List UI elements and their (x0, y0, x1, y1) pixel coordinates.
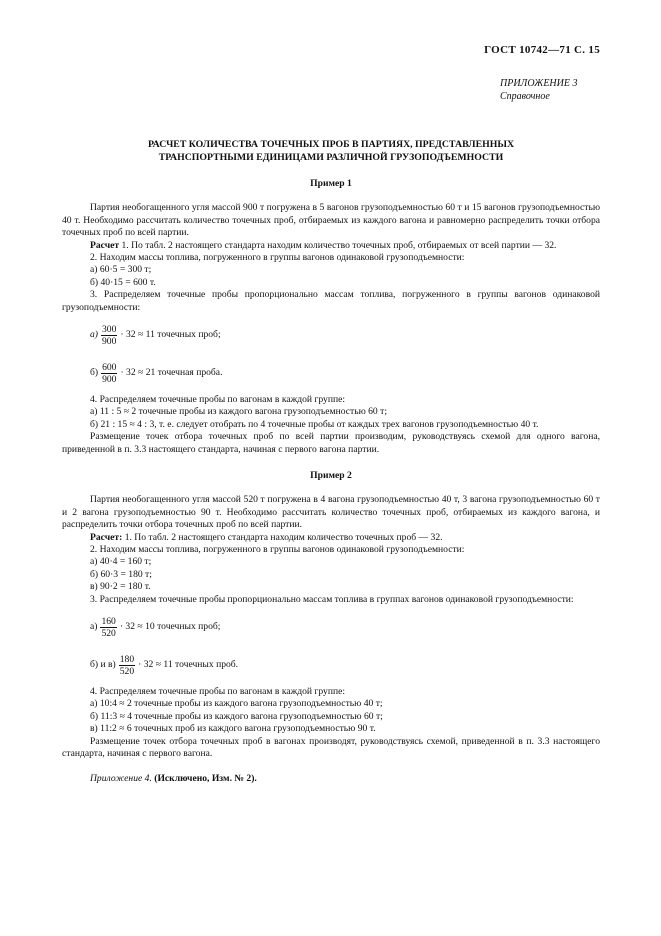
example-2-formula-a: а) $\frac{160}{520}$ · 32 ≈ 10 точечных проб; (90, 615, 221, 639)
example-1-step-4: 4. Распределяем точечные пробы по вагонам в каждой группе: (90, 394, 346, 406)
example-2-heading: Пример 2 (310, 470, 352, 481)
page-header: ГОСТ 10742—71 С. 15 (484, 44, 600, 56)
appendix-4-note: Приложение 4. (Исключено, Изм. № 2). (90, 772, 257, 784)
example-2-step-1: Расчет: 1. По табл. 2 настоящего стандарта находим количество точечных проб — 32. (90, 531, 443, 543)
example-2-step-3: 3. Распределяем точечные пробы пропорционально массам топлива в группах вагонов одинаковой грузоподъемности: (90, 593, 574, 605)
title-line-2: ТРАНСПОРТНЫМИ ЕДИНИЦАМИ РАЗЛИЧНОЙ ГРУЗОПОДЪЕМНОСТИ (158, 151, 504, 163)
title-line-1: РАСЧЕТ КОЛИЧЕСТВА ТОЧЕЧНЫХ ПРОБ В ПАРТИЯХ, ПРЕДСТАВЛЕННЫХ (147, 139, 515, 150)
fraction: $\frac{600}{900}$ (102, 361, 117, 385)
example-1-placement: Размещение точек отбора точечных проб по всей партии производим, руководствуясь схемой для одного вагона, приведенной в п. 3.3 настоящего стандарта, начиная с первого вагона партии. (62, 431, 600, 455)
example-1-intro: Партия необогащенного угля массой 900 т погружена в 5 вагонов грузоподъемностью 60 т и 15 вагонов грузоподъемностью 40 т. Необходимо рассчитать количество точечных проб, отбираемых из каждого вагона и равномерно распределить точки отбора точечных проб по всей партии. (62, 202, 600, 239)
example-2-intro: Партия необогащенного угля массой 520 т погружена в 4 вагона грузоподъемностью 40 т, 3 вагона грузоподъемностью 60 т и 2 вагона грузоподъемностью 90 т. Необходимо рассчитать количество точечных проб, отбираемых из каждого вагона, и распределить точки отбора точечных проб по всей партии. (62, 494, 600, 531)
fraction: $\frac{180}{520}$ (119, 653, 135, 677)
example-2-step-2c: в) 90·2 = 180 т. (90, 581, 151, 593)
example-2-step-2: 2. Находим массы топлива, погруженного в группы вагонов одинаковой грузоподъемности: (90, 544, 465, 556)
example-1-step-2: 2. Находим массы топлива, погруженного в группы вагонов одинаковой грузоподъемности: (90, 252, 465, 264)
example-1-formula-b: б) $\frac{600}{900}$ · 32 ≈ 21 точечная проба. (90, 361, 223, 385)
example-2-step-4c: в) 11:2 ≈ 6 точечных проб из каждого вагона грузоподъемностью 90 т. (90, 723, 376, 735)
example-2-step-4b: б) 11:3 ≈ 4 точечные пробы из каждого вагона грузоподъемностью 60 т; (90, 710, 383, 722)
example-2-step-4a: а) 10:4 ≈ 2 точечные пробы из каждого вагона грузоподъемностью 40 т; (90, 698, 383, 710)
example-2-placement: Размещение точек отбора точечных проб в вагонах производят, руководствуясь схемой, приведенной в п. 3.3 настоящего стандарта, начиная с первого вагона. (62, 735, 600, 760)
example-2-step-2a: а) 40·4 = 160 т; (90, 556, 152, 568)
example-2-formula-bc: б) и в) $\frac{180}{520}$ · 32 ≈ 11 точечных проб. (90, 653, 239, 677)
example-2-step-2b: б) 60·3 = 180 т; (90, 568, 152, 580)
appendix-subtitle: Справочное (500, 90, 550, 102)
appendix-label (500, 78, 578, 103)
example-2-step-4: 4. Распределяем точечные пробы по вагонам в каждой группе: (90, 686, 346, 698)
appendix-title: ПРИЛОЖЕНИЕ 3 (500, 78, 578, 89)
fraction: $\frac{160}{520}$ (101, 615, 116, 639)
example-1 (62, 178, 600, 456)
example-1-heading: Пример 1 (310, 178, 352, 189)
example-1-step-4a: а) 11 : 5 ≈ 2 точечные пробы из каждого вагона грузоподъемностью 60 т; (90, 406, 387, 418)
fraction: $\frac{300}{900}$ (102, 323, 117, 347)
example-1-step-2a: а) 60·5 = 300 т; (90, 264, 152, 276)
example-1-step-4b: б) 21 : 15 ≈ 4 : 3, т. е. следует отобрать по 4 точечные пробы от каждых трех вагонов грузоподъемностью 40 т. (90, 418, 539, 430)
calc-label: Расчет: (90, 531, 123, 543)
example-1-step-1: Расчет 1. По табл. 2 настоящего стандарта находим количество точечных проб, отбираемых от всей партии — 32. (90, 239, 557, 251)
example-1-step-2b: б) 40·15 = 600 т. (90, 276, 156, 288)
example-1-formula-a: а) $\frac{300}{900}$ · 32 ≈ 11 точечных проб; (90, 323, 221, 347)
example-2 (62, 470, 600, 785)
example-1-step-3: 3. Распределяем точечные пробы пропорционально массам топлива, погруженного в группы вагонов одинаковой грузоподъемности: (62, 289, 600, 313)
calc-label: Расчет (90, 239, 120, 251)
document-title (62, 139, 600, 164)
